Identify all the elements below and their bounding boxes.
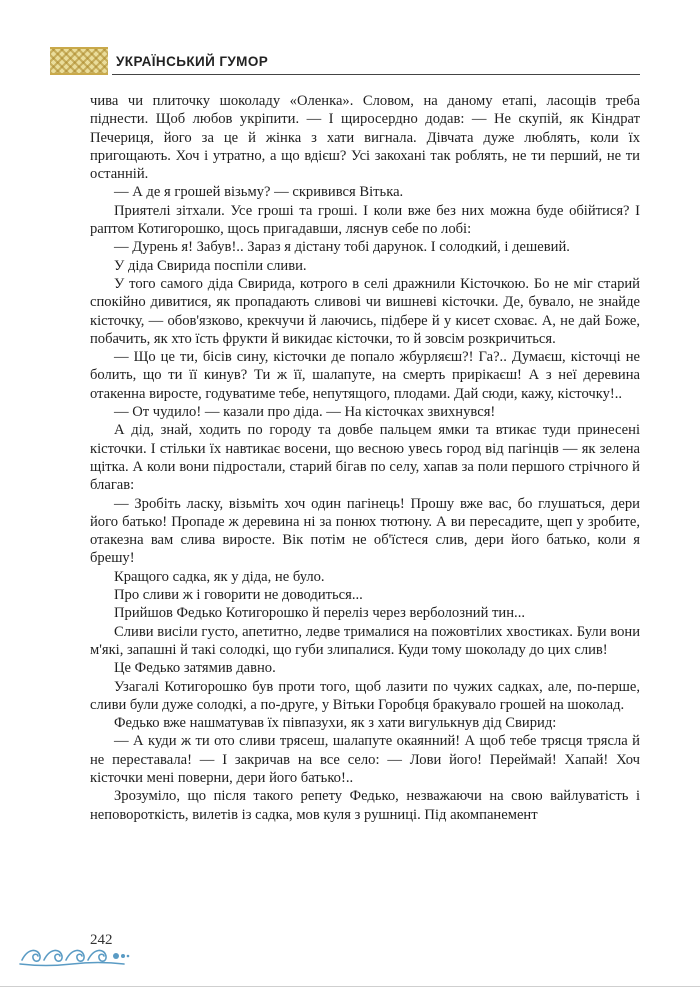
paragraph: чива чи плиточку шоколаду «Оленка». Словом, на даному етапі, ласощів треба піднести. Щоб любов укріпити. — І щиросердно додав: — Не скупій, як Кіндрат Печериця, його за це й жінка з хати вигнала. Дівчата дуже люблять, коли їх пригощають. Хоч і утратно, а що вдієш? Усі закохані так роблять, не ти перший, не ти останній. — [90, 93, 640, 183]
paragraph: — А де я грошей візьму? — скривився Вітька. — [114, 184, 404, 201]
embroidery-ornament-icon — [50, 47, 108, 75]
wave-ornament-icon — [18, 944, 130, 968]
paragraph: Про сливи ж і говорити не доводиться... — [114, 587, 363, 604]
paragraph: Сливи висіли густо, апетитно, ледве трималися на пожовтілих хвостиках. Були вони м'які, запашні й такі солодкі, що губи злипалися. Куди тому шоколаду до цих слив! — [90, 623, 640, 658]
paragraph: А дід, знай, ходить по городу та довбе пальцем ямки та втикає туди принесені кісточки. І стільки їх навтикає восени, що весною увесь город від пагінців — як зелена щітка. А коли вони підростали, старий бігав по селу, хапав за поли першого стрічного й благав: — [90, 422, 640, 494]
paragraph: У того самого діда Свирида, котрого в селі дражнили Кісточкою. Бо не міг старий спокійно дивитися, як пропадають сливові чи вишневі кісточки. Де, бувало, не знайде кісточку, — обов'язково, крекчучи й лаючись, підбере й у кисет сховає. А, не дай Боже, побачить, як хто їсть фрукти й викидає кісточки, то й зовсім розкричиться. — [90, 275, 640, 347]
paragraph: — А куди ж ти ото сливи трясеш, шалапуте окаянний! А щоб тебе трясця трясла й не переставала! — І закричав на все село: — Лови його! Переймай! Хапай! Хоч кісточки мені поверни, дери його батько!.. — [90, 733, 640, 786]
paragraph: Це Федько затямив давно. — [114, 660, 276, 677]
paragraph: — Що це ти, бісів сину, кісточки де попало жбурляєш?! Га?.. Думаєш, кісточці не болить, що ти її кинув? Ти ж її, шалапуте, на смерть прирікаєш! А з неї деревина отакенна виросте, годуватиме тебе, непутящого, плодами. Дай сюди, кажу, кісточку!.. — [90, 349, 640, 402]
page-number: 242 — [90, 932, 113, 948]
paragraph: — Дурень я! Забув!.. Зараз я дістану тобі дарунок. І солодкий, і дешевий. — [114, 239, 570, 256]
paragraph: Узагалі Котигорошко був проти того, щоб лазити по чужих садках, але, по-перше, сливи були дуже солодкі, а по-друге, у Вітьки Горобця бракувало грошей на шоколад. — [90, 678, 640, 713]
paragraph: Кращого садка, як у діда, не було. — [114, 568, 325, 585]
page-bottom-edge — [0, 986, 700, 987]
paragraph: — От чудило! — казали про діда. — На кісточках звихнувся! — [114, 404, 496, 421]
story-text — [90, 92, 640, 824]
paragraph: Зрозуміло, що після такого репету Федько, незважаючи на свою вайлуватість і неповороткість, вилетів із садка, мов куля з рушниці. Під акомпанемент — [90, 788, 640, 823]
paragraph: Прийшов Федько Котигорошко й переліз через верболозний тин... — [114, 605, 525, 622]
running-header-title: УКРАЇНСЬКИЙ ГУМОР — [116, 54, 269, 69]
paragraph: У діда Свирида поспіли сливи. — [114, 257, 307, 274]
paragraph: Федько вже нашматував їх півпазухи, як з хати вигулькнув дід Свирид: — [114, 715, 557, 732]
header-divider — [112, 74, 640, 75]
paragraph: Приятелі зітхали. Усе гроші та гроші. І коли вже без них можна буде обійтися? І раптом Котигорошко, щось пригадавши, ляснув себе по лобі: — [90, 202, 640, 238]
paragraph: — Зробіть ласку, візьміть хоч один пагінець! Прошу вже вас, бо глушаться, дери його батько! Пропаде ж деревина ні за понюх тютюну. А ви пересадите, щеп у зробите, отакезна вам слива виросте. Вік потім не об'їстеся слив, дери його батько, коли я брешу! — [90, 495, 640, 567]
